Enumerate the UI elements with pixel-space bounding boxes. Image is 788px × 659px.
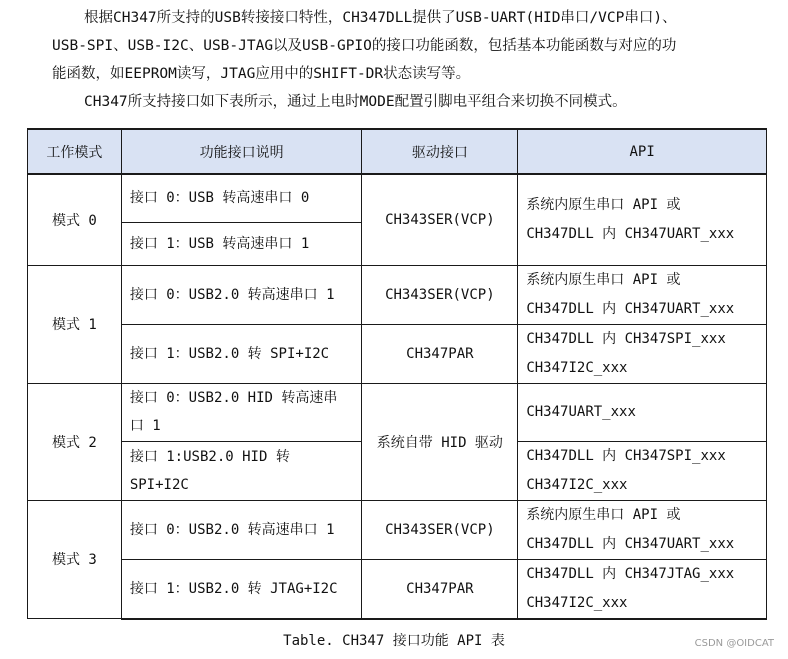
mode-1-interface-1-api bbox=[518, 324, 767, 383]
intro-paragraph bbox=[52, 4, 764, 88]
api-line: 系统内原生串口 API 或 bbox=[526, 196, 681, 213]
mode-1-interface-1-driver: CH347PAR bbox=[362, 324, 518, 383]
mode-1-interface-0-driver: CH343SER(VCP) bbox=[362, 265, 518, 324]
table-row bbox=[28, 174, 767, 222]
mode-2-driver: 系统自带 HID 驱动 bbox=[362, 383, 518, 500]
mode-3-interface-1-api bbox=[518, 559, 767, 619]
mode-0-interface-0: 接口 0：USB 转高速串口 0 bbox=[121, 174, 362, 222]
interface-api-table bbox=[27, 128, 767, 620]
table-row bbox=[28, 265, 767, 324]
interface-line: 口 1 bbox=[129, 418, 161, 434]
api-line: 系统内原生串口 API 或 bbox=[526, 506, 681, 523]
intro-line-1: 根据CH347所支持的USB转接接口特性，CH347DLL提供了USB-UART(HID串口/VCP串口)、 bbox=[84, 10, 677, 26]
intro-line-3: 能函数，如EEPROM读写，JTAG应用中的SHIFT-DR状态读写等。 bbox=[52, 66, 471, 82]
table-row bbox=[28, 500, 767, 559]
header-function: 功能接口说明 bbox=[121, 129, 362, 174]
mode-1-interface-0-api bbox=[518, 265, 767, 324]
header-driver: 驱动接口 bbox=[362, 129, 518, 174]
api-line: CH347I2C_xxx bbox=[526, 476, 628, 493]
table-row bbox=[28, 559, 767, 619]
header-mode: 工作模式 bbox=[28, 129, 122, 174]
mode-2-cell: 模式 2 bbox=[28, 383, 122, 500]
mode-2-interface-0 bbox=[121, 383, 362, 441]
table-row bbox=[28, 383, 767, 441]
api-line: CH347DLL 内 CH347UART_xxx bbox=[526, 225, 735, 242]
api-line: CH347DLL 内 CH347JTAG_xxx bbox=[526, 565, 735, 582]
mode-0-cell: 模式 0 bbox=[28, 174, 122, 265]
mode-1-interface-1: 接口 1：USB2.0 转 SPI+I2C bbox=[121, 324, 362, 383]
mode-2-interface-0-api: CH347UART_xxx bbox=[518, 383, 767, 441]
mode-3-interface-0-driver: CH343SER(VCP) bbox=[362, 500, 518, 559]
mode-3-cell: 模式 3 bbox=[28, 500, 122, 619]
api-line: CH347I2C_xxx bbox=[526, 359, 628, 376]
mode-3-interface-1-driver: CH347PAR bbox=[362, 559, 518, 619]
api-line: CH347DLL 内 CH347SPI_xxx bbox=[526, 330, 726, 347]
mode-1-interface-0: 接口 0：USB2.0 转高速串口 1 bbox=[121, 265, 362, 324]
table-header-row bbox=[28, 129, 767, 174]
table-row bbox=[28, 324, 767, 383]
mode-paragraph bbox=[52, 88, 764, 116]
intro-line-2: USB-SPI、USB-I2C、USB-JTAG以及USB-GPIO的接口功能函数，包括基本功能函数与对应的功 bbox=[52, 38, 677, 54]
mode-0-driver: CH343SER(VCP) bbox=[362, 174, 518, 265]
mode-2-interface-1-api bbox=[518, 441, 767, 500]
csdn-watermark: CSDN @OIDCAT bbox=[694, 638, 774, 649]
api-line: CH347DLL 内 CH347UART_xxx bbox=[526, 535, 735, 552]
api-line: CH347DLL 内 CH347UART_xxx bbox=[526, 300, 735, 317]
mode-3-interface-1: 接口 1：USB2.0 转 JTAG+I2C bbox=[121, 559, 362, 619]
api-line: CH347I2C_xxx bbox=[526, 594, 628, 611]
interface-line: 接口 0：USB2.0 HID 转高速串 bbox=[129, 390, 338, 406]
mode-0-api bbox=[518, 174, 767, 265]
table-caption: Table. CH347 接口功能 API 表 bbox=[283, 633, 505, 649]
mode-line: CH347所支持接口如下表所示，通过上电时MODE配置引脚电平组合来切换不同模式。 bbox=[84, 94, 627, 110]
api-line: CH347DLL 内 CH347SPI_xxx bbox=[526, 447, 726, 464]
header-api: API bbox=[518, 129, 767, 174]
mode-1-cell: 模式 1 bbox=[28, 265, 122, 383]
mode-3-interface-0: 接口 0：USB2.0 转高速串口 1 bbox=[121, 500, 362, 559]
api-line: 系统内原生串口 API 或 bbox=[526, 271, 681, 288]
mode-3-interface-0-api bbox=[518, 500, 767, 559]
mode-0-interface-1: 接口 1：USB 转高速串口 1 bbox=[121, 222, 362, 265]
mode-2-interface-1: 接口 1:USB2.0 HID 转 SPI+I2C bbox=[121, 441, 362, 500]
